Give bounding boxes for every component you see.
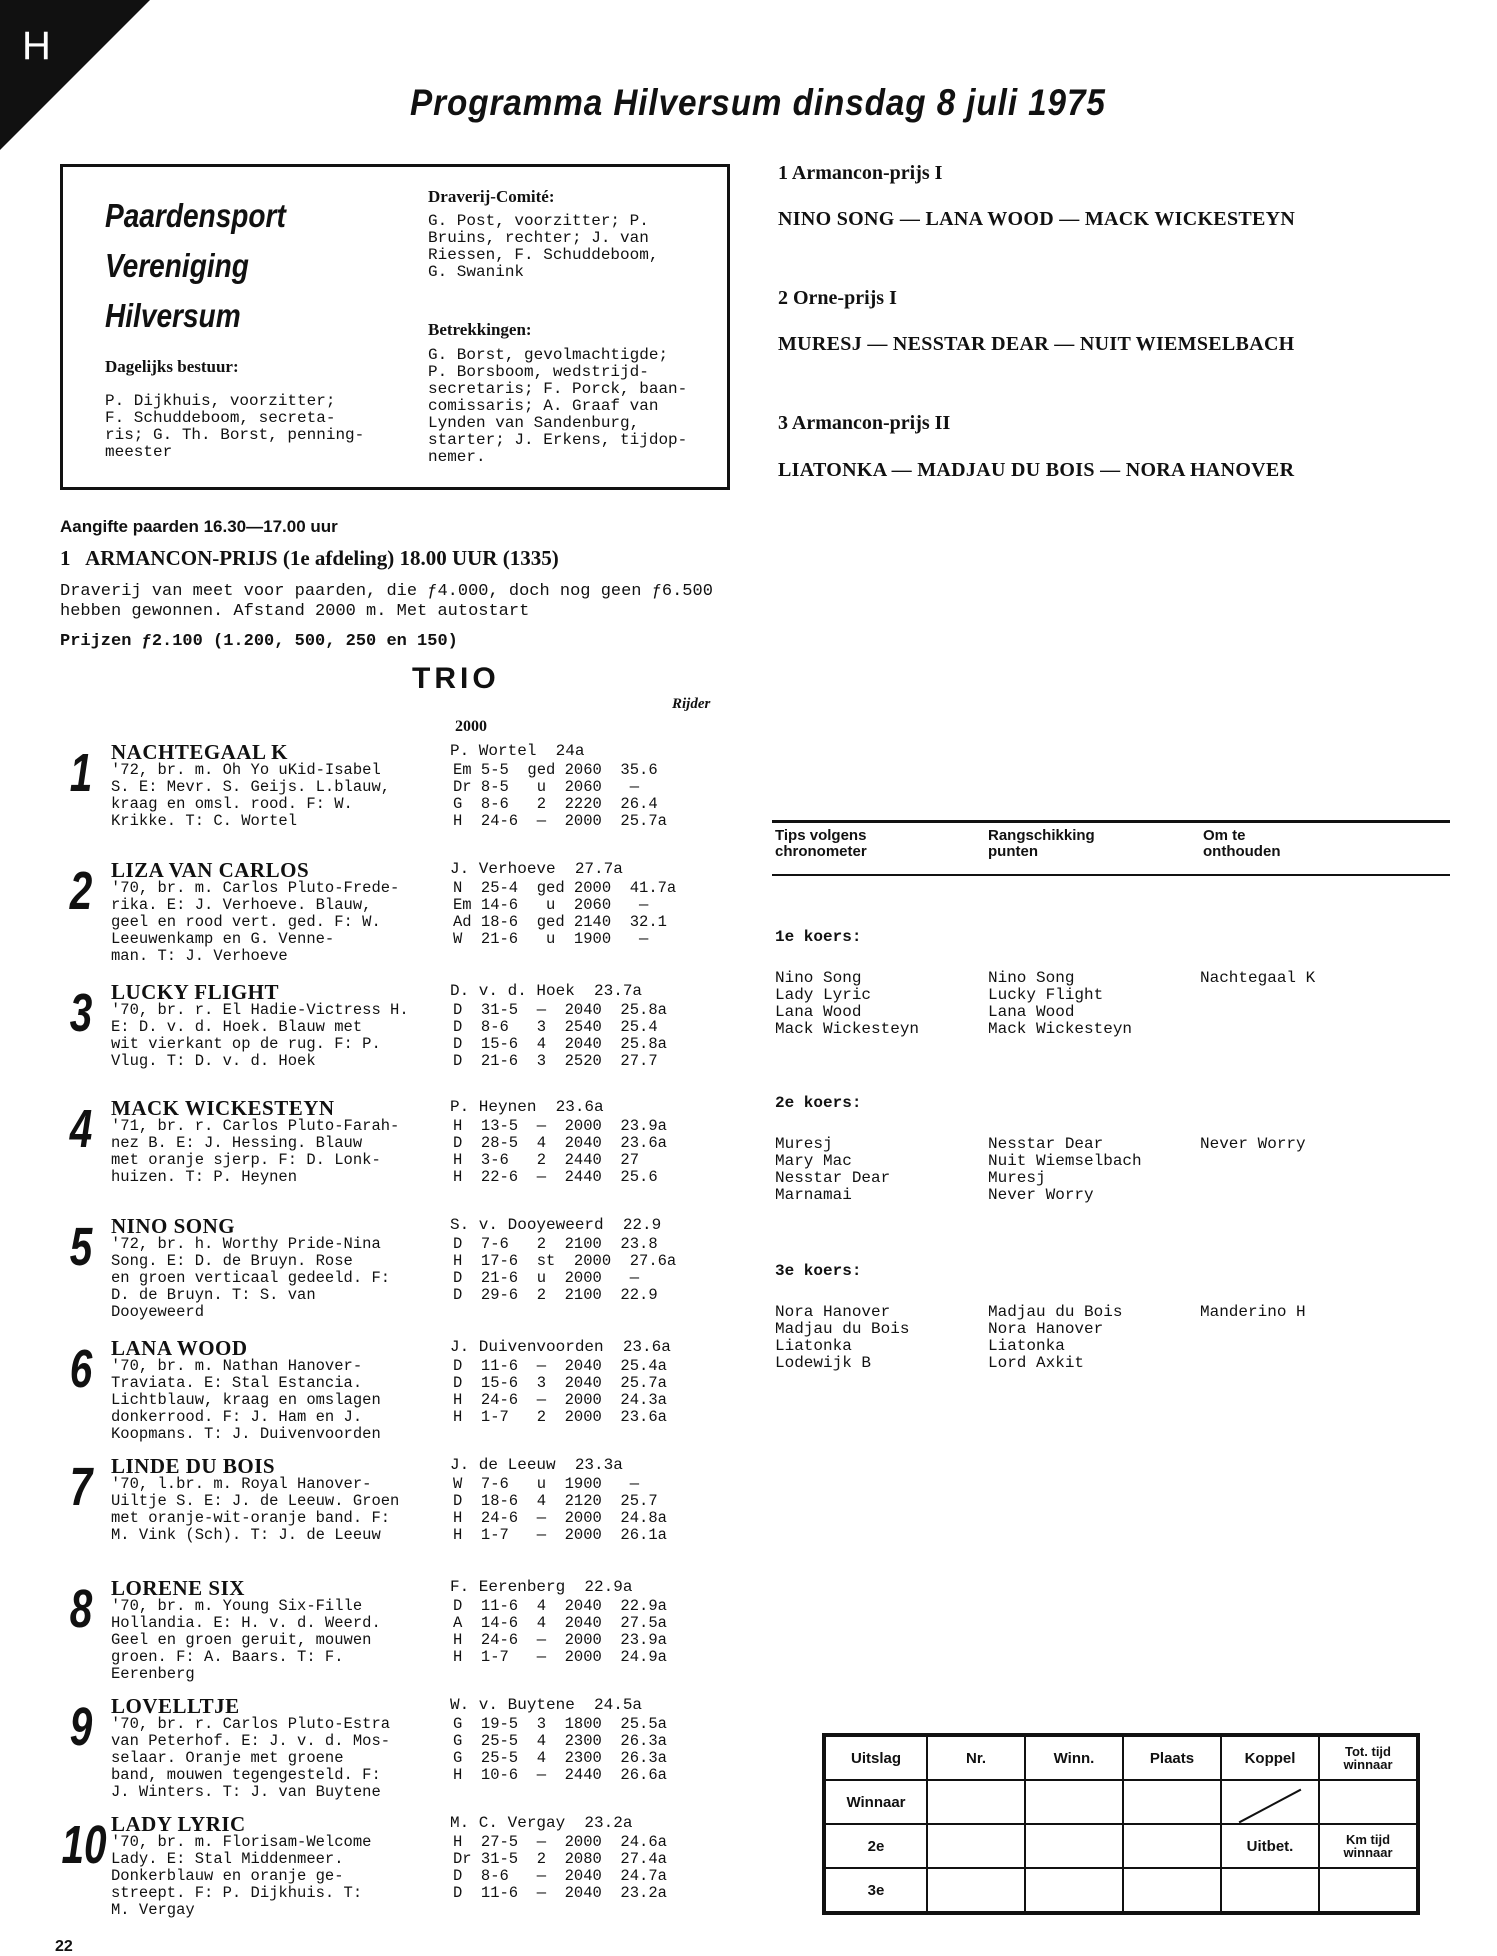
horse-name: LORENE SIX [111, 1576, 245, 1600]
club-name-line: Vereniging [105, 247, 249, 284]
description-line: Vlug. T: D. v. d. Hoek [111, 1052, 316, 1070]
horse-driver: S. v. Dooyeweerd 22.9 [450, 1216, 662, 1234]
run-line: D 15-6 3 2040 25.7a [453, 1374, 667, 1392]
onthouden-tips [1200, 1136, 1306, 1153]
tip-entry: Muresj [775, 1135, 833, 1153]
col-koppel: Koppel [1221, 1735, 1319, 1780]
tip-entry: Mack Wickesteyn [988, 1020, 1133, 1038]
description-line: '70, br. r. Carlos Pluto-Estra [111, 1715, 391, 1733]
description-line: met oranje-wit-oranje band. F: [111, 1509, 391, 1527]
race-pick: NINO SONG — LANA WOOD — MACK WICKESTEYN [778, 208, 1296, 230]
race-prizes: Prijzen ƒ2.100 (1.200, 500, 250 en 150) [60, 632, 458, 651]
horse-name: LIZA VAN CARLOS [111, 858, 310, 882]
horse-description [111, 1002, 461, 1070]
horse-number: 5 [69, 1217, 93, 1277]
horse-name: LANA WOOD [111, 1336, 248, 1360]
description-line: '70, l.br. m. Royal Hanover- [111, 1475, 372, 1493]
description-line: rika. E: J. Verhoeve. Blauw, [111, 896, 372, 914]
description-line: selaar. Oranje met groene [111, 1749, 344, 1767]
tip-entry: Madjau du Bois [988, 1303, 1123, 1321]
run-line: G 25-5 4 2300 26.3a [453, 1732, 667, 1750]
horse-description [111, 1358, 461, 1443]
page-heading: Programma Hilversum dinsdag 8 juli 1975 [410, 82, 1106, 123]
onthouden-tips [1200, 1304, 1306, 1321]
text-line: P. Borsboom, wedstrijd- [428, 363, 649, 381]
run-line: Dr 8-5 u 2060 — [453, 778, 640, 796]
race-heading: 3 Armancon-prijs II [778, 412, 951, 434]
result-cell [1025, 1780, 1123, 1824]
tips-col-chrono-head [775, 828, 867, 860]
horse-driver: J. Duivenvoorden 23.6a [450, 1338, 671, 1356]
trio-label: TRIO [412, 662, 500, 695]
description-line: M. Vink (Sch). T: J. de Leeuw [111, 1526, 381, 1544]
description-line: huizen. T: P. Heynen [111, 1168, 298, 1186]
description-line: '70, br. m. Carlos Pluto-Frede- [111, 879, 400, 897]
tip-entry: Nora Hanover [775, 1303, 891, 1321]
run-line: A 14-6 4 2040 27.5a [453, 1614, 667, 1632]
km-tijd-cell: Km tijd winnaar [1319, 1824, 1418, 1868]
tip-entry: Mary Mac [775, 1152, 852, 1170]
run-line: H 24-6 — 2000 24.3a [453, 1391, 667, 1409]
horse-number: 4 [69, 1099, 93, 1159]
description-line: van Peterhof. E: J. v. d. Mos- [111, 1732, 391, 1750]
result-cell [1221, 1868, 1319, 1913]
description-line: '72, br. m. Oh Yo uKid-Isabel [111, 761, 381, 779]
tip-entry: Muresj [988, 1169, 1046, 1187]
result-cell [1123, 1868, 1221, 1913]
text-line: starter; J. Erkens, tijdop- [428, 431, 688, 449]
result-row-2e [824, 1824, 1418, 1868]
run-line: Ad 18-6 ged 2140 32.1 [453, 913, 667, 931]
description-line: Song. E: D. de Bruyn. Rose [111, 1252, 353, 1270]
head-line: Om te [1203, 827, 1246, 844]
description-line: man. T: J. Verhoeve [111, 947, 288, 965]
description-line: Donkerblauw en oranje ge- [111, 1867, 344, 1885]
horse-name: MACK WICKESTEYN [111, 1096, 335, 1120]
horse-name: LOVELLTJE [111, 1694, 240, 1718]
horse-recent-runs [453, 1118, 753, 1186]
betrekkingen-text [428, 347, 723, 466]
head-line: Rangschikking [988, 827, 1095, 844]
result-cell [1123, 1824, 1221, 1868]
horse-number: 1 [69, 743, 93, 803]
horse-recent-runs [453, 1598, 753, 1666]
rijder-label: Rijder [672, 696, 711, 712]
koers-label: 3e koers: [775, 1262, 862, 1280]
description-line: geel en rood vert. ged. F: W. [111, 913, 381, 931]
horse-recent-runs [453, 1236, 753, 1304]
col-winn: Winn. [1025, 1735, 1123, 1780]
run-line: G 8-6 2 2220 26.4 [453, 795, 658, 813]
dagelijks-bestuur-heading: Dagelijks bestuur: [105, 357, 239, 376]
result-cell [1123, 1780, 1221, 1824]
tip-entry: Marnamai [775, 1186, 852, 1204]
horse-number: 7 [69, 1457, 93, 1517]
row-label: Winnaar [824, 1780, 927, 1824]
run-line: D 11-6 4 2040 22.9a [453, 1597, 667, 1615]
club-name-line: Paardensport [105, 197, 286, 234]
tip-entry: Madjau du Bois [775, 1320, 910, 1338]
uitbet-cell: Uitbet. [1221, 1824, 1319, 1868]
run-line: H 24-6 — 2000 23.9a [453, 1631, 667, 1649]
tip-entry: Lodewijk B [775, 1354, 872, 1372]
tip-entry: Nora Hanover [988, 1320, 1104, 1338]
horse-number: 2 [69, 861, 93, 921]
run-line: H 27-5 — 2000 24.6a [453, 1833, 667, 1851]
tip-entry: Manderino H [1200, 1303, 1306, 1321]
run-line: H 24-6 — 2000 24.8a [453, 1509, 667, 1527]
run-line: D 28-5 4 2040 23.6a [453, 1134, 667, 1152]
text-line: G. Borst, gevolmachtigde; [428, 346, 669, 364]
run-line: G 19-5 3 1800 25.5a [453, 1715, 667, 1733]
head-line: punten [988, 843, 1038, 860]
description-line: wit vierkant op de rug. F: P. [111, 1035, 381, 1053]
race-heading: 1 Armancon-prijs I [778, 162, 943, 184]
col-plaats: Plaats [1123, 1735, 1221, 1780]
result-header-row [824, 1735, 1418, 1780]
result-row-3e [824, 1868, 1418, 1913]
horse-recent-runs [453, 1834, 753, 1902]
punten-tips [988, 970, 1132, 1038]
chrono-tips [775, 970, 919, 1038]
description-line: groen. F: A. Baars. T: F. [111, 1648, 344, 1666]
row-label: 3e [824, 1868, 927, 1913]
aangifte-text: Aangifte paarden 16.30—17.00 uur [60, 517, 338, 536]
head-line: onthouden [1203, 843, 1281, 860]
text-line: P. Dijkhuis, voorzitter; [105, 392, 336, 410]
race-title: 1 ARMANCON-PRIJS (1e afdeling) 18.00 UUR (1335) [60, 546, 559, 570]
corner-tab [0, 0, 150, 150]
tip-entry: Nino Song [988, 969, 1075, 987]
horse-recent-runs [453, 1476, 753, 1544]
run-line: H 1-7 2 2000 23.6a [453, 1408, 667, 1426]
run-line: D 7-6 2 2100 23.8 [453, 1235, 658, 1253]
horse-description [111, 880, 461, 965]
race-heading: 2 Orne-prijs I [778, 287, 897, 309]
text-line: meester [105, 443, 173, 461]
text-line: nemer. [428, 448, 486, 466]
run-line: H 3-6 2 2440 27 [453, 1151, 640, 1169]
tips-col-punten-head [988, 828, 1095, 860]
description-line: Geel en groen geruit, mouwen [111, 1631, 372, 1649]
tip-entry: Nachtegaal K [1200, 969, 1316, 987]
tip-entry: Liatonka [775, 1337, 852, 1355]
onthouden-tips [1200, 970, 1315, 987]
description-line: '71, br. r. Carlos Pluto-Farah- [111, 1117, 400, 1135]
horse-description [111, 1598, 461, 1683]
description-line: Hollandia. E: H. v. d. Weerd. [111, 1614, 381, 1632]
run-line: D 11-6 — 2040 25.4a [453, 1357, 667, 1375]
run-line: D 21-6 3 2520 27.7 [453, 1052, 658, 1070]
description-line: streept. F: P. Dijkhuis. T: [111, 1884, 363, 1902]
horse-driver: P. Wortel 24a [450, 742, 585, 760]
tip-entry: Never Worry [988, 1186, 1094, 1204]
corner-letter: H [22, 24, 51, 68]
horse-name: NACHTEGAAL K [111, 740, 288, 764]
run-line: D 8-6 3 2540 25.4 [453, 1018, 658, 1036]
race-pick: MURESJ — NESSTAR DEAR — NUIT WIEMSELBACH [778, 333, 1295, 355]
horse-recent-runs [453, 1358, 753, 1426]
text-line: G. Post, voorzitter; P. [428, 212, 649, 230]
page-number: 22 [55, 1938, 73, 1955]
text-line: ris; G. Th. Borst, penning- [105, 426, 365, 444]
description-line: J. Winters. T: J. van Buytene [111, 1783, 381, 1801]
horse-driver: F. Eerenberg 22.9a [450, 1578, 633, 1596]
horse-name: LUCKY FLIGHT [111, 980, 279, 1004]
run-line: H 24-6 — 2000 25.7a [453, 812, 667, 830]
chrono-tips [775, 1304, 909, 1372]
club-info-box [60, 164, 730, 490]
tip-entry: Lady Lyric [775, 986, 872, 1004]
description-line: Koopmans. T: J. Duivenvoorden [111, 1425, 381, 1443]
horse-driver: W. v. Buytene 24.5a [450, 1696, 643, 1714]
run-line: H 17-6 st 2000 27.6a [453, 1252, 677, 1270]
run-line: D 31-5 — 2040 25.8a [453, 1001, 667, 1019]
tips-header-rule [772, 874, 1450, 876]
description-line: '72, br. h. Worthy Pride-Nina [111, 1235, 381, 1253]
comite-heading: Draverij-Comité: [428, 187, 555, 206]
text-line: Bruins, rechter; J. van [428, 229, 649, 247]
run-line: H 13-5 — 2000 23.9a [453, 1117, 667, 1135]
description-line: '70, br. m. Nathan Hanover- [111, 1357, 363, 1375]
betrekkingen-heading: Betrekkingen: [428, 320, 532, 339]
description-line: Dooyeweerd [111, 1303, 205, 1321]
tip-entry: Nesstar Dear [988, 1135, 1104, 1153]
horse-number: 8 [69, 1579, 93, 1639]
horse-driver: P. Heynen 23.6a [450, 1098, 604, 1116]
description-line: '70, br. r. El Hadie-Victress H. [111, 1001, 409, 1019]
description-line: '70, br. m. Florisam-Welcome [111, 1833, 372, 1851]
description-line: Leeuwenkamp en G. Venne- [111, 930, 335, 948]
col-nr: Nr. [927, 1735, 1025, 1780]
tip-entry: Never Worry [1200, 1135, 1306, 1153]
tip-entry: Mack Wickesteyn [775, 1020, 920, 1038]
tip-entry: Liatonka [988, 1337, 1065, 1355]
text-line: F. Schuddeboom, secreta- [105, 409, 336, 427]
result-cell [1025, 1868, 1123, 1913]
tip-entry: Nino Song [775, 969, 862, 987]
head-line: chronometer [775, 843, 867, 860]
description-line: Lady. E: Stal Middenmeer. [111, 1850, 344, 1868]
description-line: band, mouwen tegengesteld. F: [111, 1766, 381, 1784]
run-line: H 1-7 — 2000 26.1a [453, 1526, 667, 1544]
run-line: H 22-6 — 2440 25.6 [453, 1168, 658, 1186]
tip-entry: Lana Wood [775, 1003, 862, 1021]
koers-label: 2e koers: [775, 1094, 862, 1112]
tip-entry: Nesstar Dear [775, 1169, 891, 1187]
text-line: secretaris; F. Porck, baan- [428, 380, 688, 398]
koers-label: 1e koers: [775, 928, 862, 946]
horse-recent-runs [453, 1002, 753, 1070]
text-line: G. Swanink [428, 263, 525, 281]
chrono-tips [775, 1136, 890, 1204]
description-line: D. de Bruyn. T: S. van [111, 1286, 316, 1304]
punten-tips [988, 1304, 1122, 1372]
horse-driver: M. C. Vergay 23.2a [450, 1814, 633, 1832]
slash-mark [1239, 1788, 1302, 1823]
description-line: Krikke. T: C. Wortel [111, 812, 298, 830]
tips-top-rule [772, 820, 1450, 823]
description-line: '70, br. m. Young Six-Fille [111, 1597, 363, 1615]
horse-driver: J. de Leeuw 23.3a [450, 1456, 623, 1474]
text-line: Lynden van Sandenburg, [428, 414, 640, 432]
run-line: D 8-6 — 2040 24.7a [453, 1867, 667, 1885]
horse-recent-runs [453, 1716, 753, 1784]
result-row-winnaar [824, 1780, 1418, 1824]
description-line: S. E: Mevr. S. Geijs. L.blauw, [111, 778, 391, 796]
description-line: Lichtblauw, kraag en omslagen [111, 1391, 381, 1409]
tips-col-onthouden-head [1203, 828, 1280, 860]
run-line: H 10-6 — 2440 26.6a [453, 1766, 667, 1784]
run-line: W 7-6 u 1900 — [453, 1475, 640, 1493]
description-line: nez B. E: J. Hessing. Blauw [111, 1134, 363, 1152]
head-line: Tips volgens [775, 827, 867, 844]
description-line: donkerrood. F: J. Ham en J. [111, 1408, 363, 1426]
horse-description [111, 1716, 461, 1801]
horse-number: 9 [69, 1697, 93, 1757]
result-table [822, 1733, 1420, 1915]
run-line: G 25-5 4 2300 26.3a [453, 1749, 667, 1767]
col-uitslag: Uitslag [824, 1735, 927, 1780]
result-cell [927, 1868, 1025, 1913]
result-cell [1025, 1824, 1123, 1868]
tip-entry: Lucky Flight [988, 986, 1104, 1004]
horse-driver: D. v. d. Hoek 23.7a [450, 982, 643, 1000]
result-cell [1319, 1868, 1418, 1913]
description-line: E: D. v. d. Hoek. Blauw met [111, 1018, 363, 1036]
horse-name: LINDE DU BOIS [111, 1454, 276, 1478]
run-line: W 21-6 u 1900 — [453, 930, 649, 948]
tip-entry: Lana Wood [988, 1003, 1075, 1021]
description-line: kraag en omsl. rood. F: W. [111, 795, 353, 813]
horse-description [111, 762, 461, 830]
run-line: D 29-6 2 2100 22.9 [453, 1286, 658, 1304]
horse-recent-runs [453, 880, 753, 948]
horse-name: LADY LYRIC [111, 1812, 246, 1836]
result-cell [927, 1824, 1025, 1868]
text-line: Riessen, F. Schuddeboom, [428, 246, 659, 264]
horse-number: 10 [61, 1815, 107, 1875]
description-line: M. Vergay [111, 1901, 195, 1919]
horse-number: 6 [69, 1339, 93, 1399]
col-tot-tijd: Tot. tijd winnaar [1319, 1735, 1418, 1780]
result-cell [1319, 1780, 1418, 1824]
run-line: Dr 31-5 2 2080 27.4a [453, 1850, 667, 1868]
run-line: D 11-6 — 2040 23.2a [453, 1884, 667, 1902]
result-cell [927, 1780, 1025, 1824]
dagelijks-bestuur-text [105, 393, 385, 461]
horse-description [111, 1236, 461, 1321]
tip-entry: Lord Axkit [988, 1354, 1085, 1372]
club-name [105, 191, 286, 341]
description-line: Traviata. E: Stal Estancia. [111, 1374, 363, 1392]
koppel-slash-cell [1221, 1780, 1319, 1824]
comite-text [428, 213, 723, 281]
tip-entry: Nuit Wiemselbach [988, 1152, 1142, 1170]
description-line: Uiltje S. E: J. de Leeuw. Groen [111, 1492, 400, 1510]
run-line: D 15-6 4 2040 25.8a [453, 1035, 667, 1053]
run-line: Em 5-5 ged 2060 35.6 [453, 761, 658, 779]
horse-description [111, 1834, 461, 1919]
run-line: D 21-6 u 2000 — [453, 1269, 640, 1287]
run-line: D 18-6 4 2120 25.7 [453, 1492, 658, 1510]
description-line: Eerenberg [111, 1665, 195, 1683]
distance-label: 2000 [455, 718, 487, 735]
horse-driver: J. Verhoeve 27.7a [450, 860, 623, 878]
horse-name: NINO SONG [111, 1214, 236, 1238]
race-conditions: Draverij van meet voor paarden, die ƒ4.000, doch nog geen ƒ6.500 hebben gewonnen. Afstand 2000 m. Met autostart [60, 582, 713, 621]
punten-tips [988, 1136, 1142, 1204]
run-line: N 25-4 ged 2000 41.7a [453, 879, 677, 897]
horse-recent-runs [453, 762, 753, 830]
run-line: H 1-7 — 2000 24.9a [453, 1648, 667, 1666]
horse-description [111, 1476, 461, 1544]
row-label: 2e [824, 1824, 927, 1868]
run-line: Em 14-6 u 2060 — [453, 896, 649, 914]
description-line: en groen verticaal gedeeld. F: [111, 1269, 391, 1287]
text-line: comissaris; A. Graaf van [428, 397, 659, 415]
horse-number: 3 [69, 983, 93, 1043]
club-name-line: Hilversum [105, 297, 241, 334]
horse-description [111, 1118, 461, 1186]
race-pick: LIATONKA — MADJAU DU BOIS — NORA HANOVER [778, 459, 1295, 481]
description-line: met oranje sjerp. F: D. Lonk- [111, 1151, 381, 1169]
